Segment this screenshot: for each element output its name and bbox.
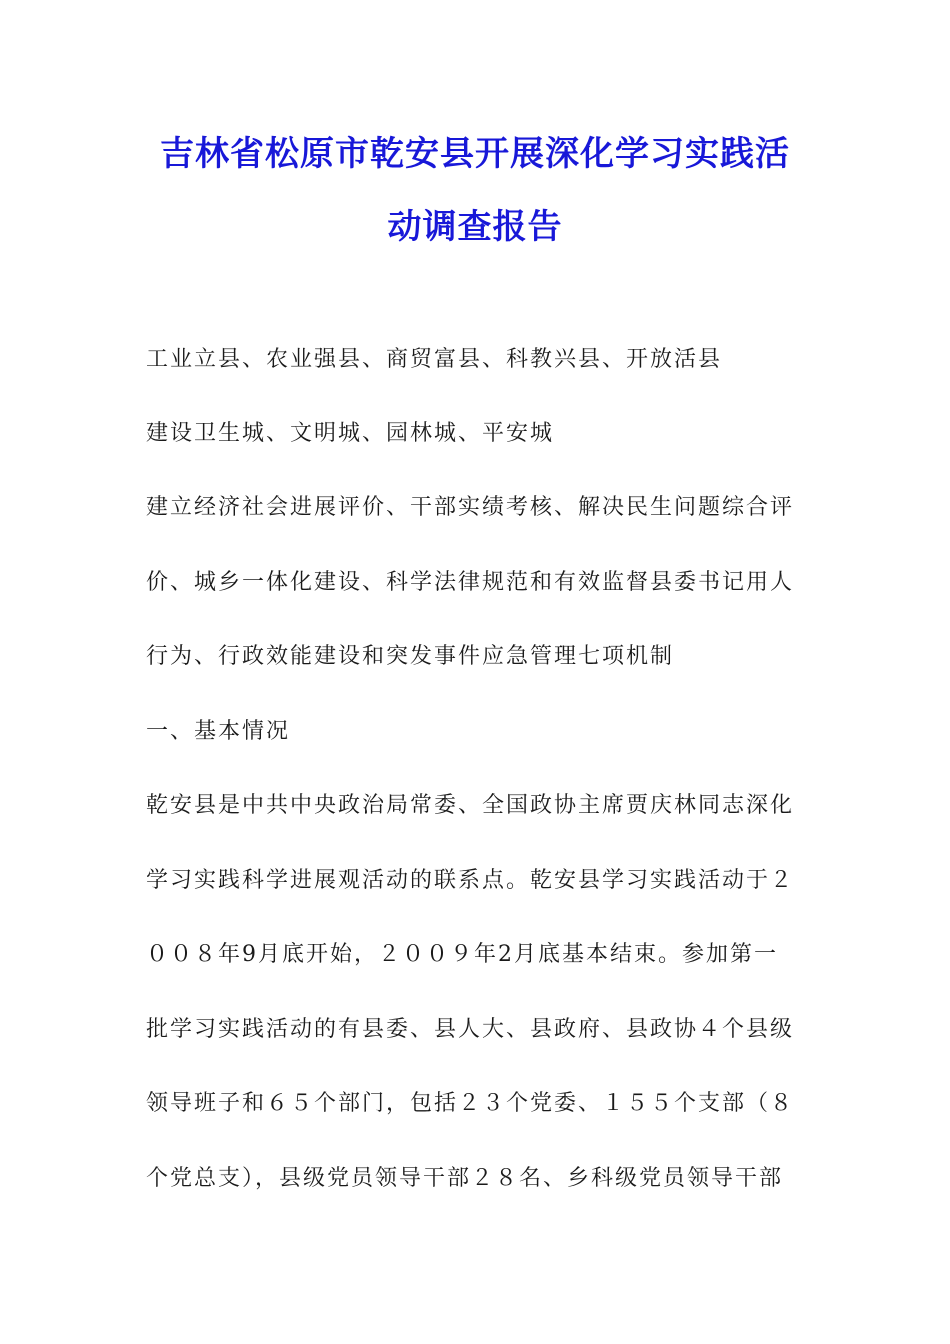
text-line-1: 工业立县、农业强县、商贸富县、科教兴县、开放活县 (146, 347, 723, 372)
text-line-12: 个党总支），县级党员领导干部２８名、乡科级党员领导干部 (146, 1166, 784, 1191)
text-line-10: 批学习实践活动的有县委、县人大、县政府、县政协４个县级 (146, 1017, 795, 1042)
text-line-9: ００８年9月底开始，２００９年2月底基本结束。参加第一 (146, 942, 778, 967)
text-line-8: 学习实践科学进展观活动的联系点。乾安县学习实践活动于２ (146, 868, 795, 893)
text-line-2: 建设卫生城、文明城、园林城、平安城 (146, 421, 555, 446)
text-line-3: 建立经济社会进展评价、干部实绩考核、解决民生问题综合评 (146, 495, 795, 520)
document-title-line-2: 动调查报告 (387, 207, 563, 247)
document-title-line-1: 吉林省松原市乾安县开展深化学习实践活 (160, 134, 790, 174)
text-line-4: 价、城乡一体化建设、科学法律规范和有效监督县委书记用人 (146, 570, 795, 595)
text-line-5: 行为、行政效能建设和突发事件应急管理七项机制 (146, 644, 675, 669)
text-line-7: 乾安县是中共中央政治局常委、全国政协主席贾庆林同志深化 (146, 793, 795, 818)
text-line-11: 领导班子和６５个部门，包括２３个党委、１５５个支部（８ (146, 1091, 795, 1116)
section-heading-basic-situation: 一、基本情况 (146, 719, 291, 744)
